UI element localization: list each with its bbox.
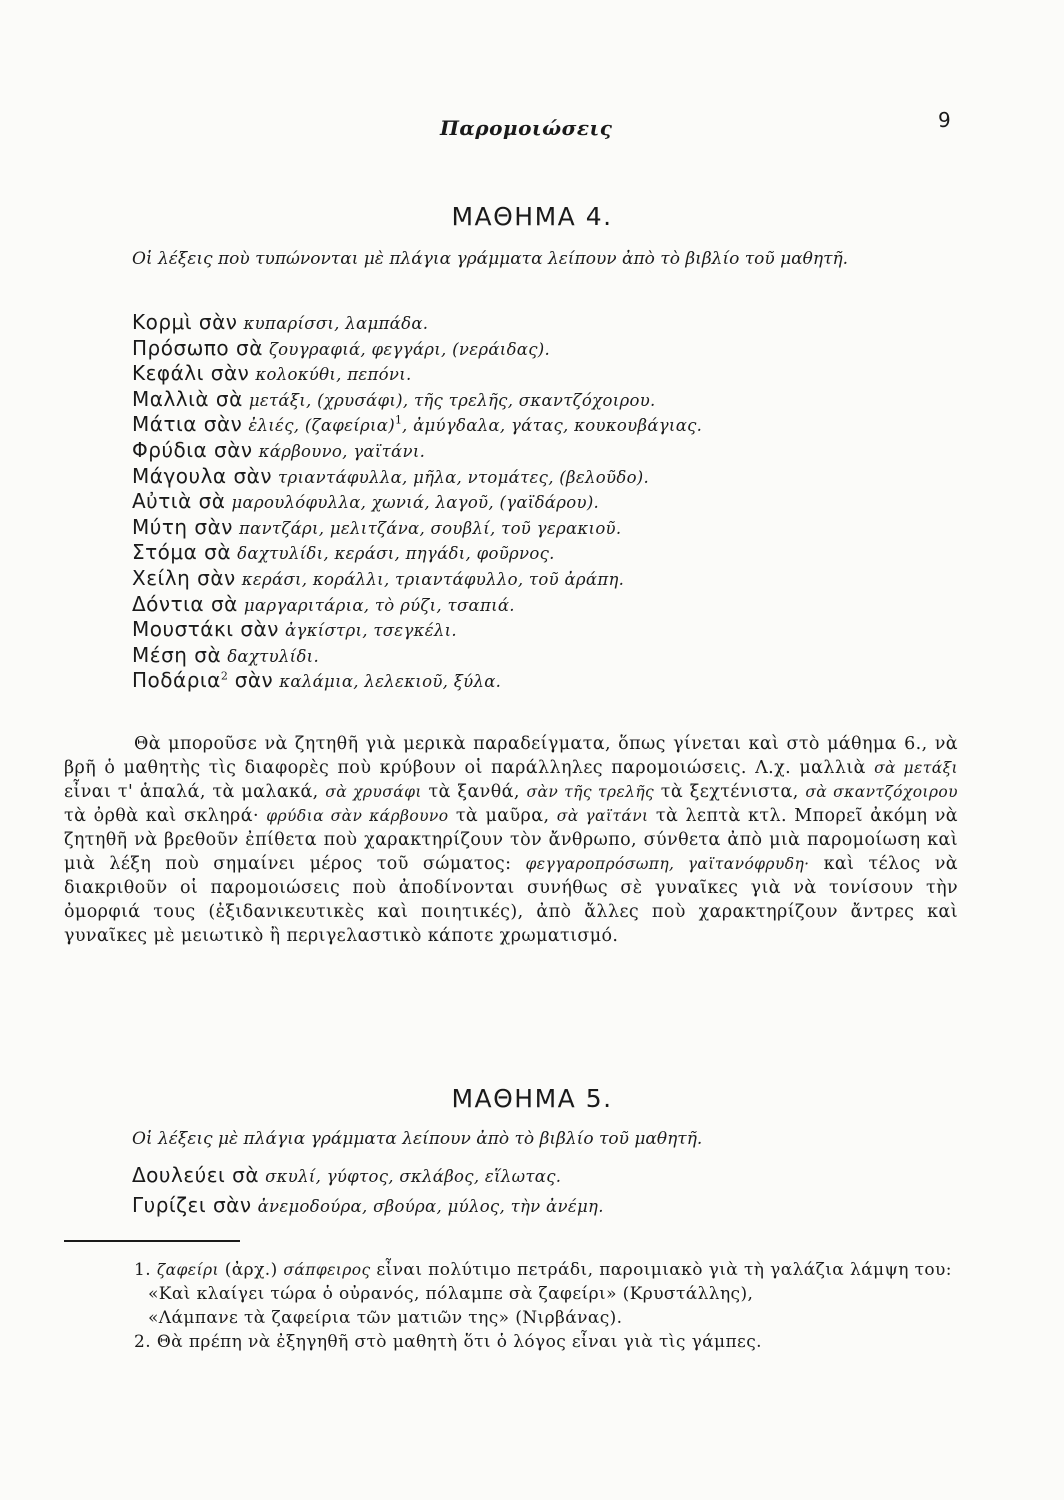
simile-line: Μάτια σὰν ἐλιές, $(\zeta\alpha\varphi\varepsilon ί\rho\iota\alpha)^1$, ἀμύγδαλα, γάτας, κουκουβάγιας.	[132, 412, 703, 437]
footnote-divider	[64, 1240, 240, 1242]
simile-line: Μύτη σὰν παντζάρι, μελιτζάνα, σουβλί, τοῦ γερακιοῦ.	[132, 514, 622, 539]
simile-line: Μέση σὰ δαχτυλίδι.	[132, 642, 319, 667]
text-segment: τὰ ὀρθὰ καὶ σκληρά·	[64, 806, 267, 826]
italic-segment: φεγγαροπρόσωπη, γαϊτανόφρυδη·	[525, 855, 810, 873]
simile-line: Αὐτιὰ σὰ μαρουλόφυλλα, χωνιά, λαγοῦ, (γαϊδάρου).	[132, 489, 600, 514]
italic-segment: σὰν τῆς τρελῆς	[526, 783, 655, 801]
footnote-ref: 2	[220, 669, 228, 683]
footnotes	[64, 1258, 964, 1354]
lesson-4-title: ΜΑΘΗΜΑ 4.	[451, 202, 613, 231]
text-segment: τὰ μαῦρα,	[448, 806, 557, 826]
italic-segment: φρύδια σὰν κάρβουνο	[266, 807, 449, 825]
simile-line: Χείλη σὰν κεράσι, κοράλλι, τριαντάφυλλο, τοῦ ἀράπη.	[132, 565, 625, 590]
lesson-5-simile-list	[132, 1163, 604, 1223]
footnote-ref: 1	[395, 414, 402, 428]
simile-line: Μαλλιὰ σὰ μετάξι, (χρυσάφι), τῆς τρελῆς, σκαντζόχοιρου.	[132, 386, 656, 411]
simile-line: Πρόσωπο σὰ ζουγραφιά, φεγγάρι, (νεράιδας).	[132, 335, 551, 360]
italic-segment: σὰ χρυσάφι	[325, 783, 422, 801]
italic-segment: σὰ γαϊτάνι	[556, 807, 649, 825]
lesson-4-simile-list	[132, 310, 702, 694]
page-number: 9	[938, 108, 951, 132]
footnote-1: 1. ζαφείρι (ἀρχ.) σάπφειρος εἶναι πολύτιμο πετράδι, παροιμιακὸ γιὰ τὴ γαλάζια λάμψη του:	[134, 1260, 952, 1280]
text-segment: τὰ ξανθά,	[421, 782, 527, 802]
simile-line: Δόντια σὰ μαργαριτάρια, τὸ ρύζι, τσαπιά.	[132, 591, 515, 616]
lesson-4-teaching-note	[64, 732, 958, 948]
simile-line: Κορμὶ σὰν κυπαρίσσι, λαμπάδα.	[132, 310, 429, 334]
text-segment: καὶ τέλος νὰ διακριθοῦν οἱ παρομοιώσεις ποὺ ἀποδίνονται συνήθως σὲ γυναῖκες γιὰ νὰ τονίσουν τὴν ὀμορφιά τους (ἐξιδανικευτικὲς καὶ ποιητικές), ἀπὸ ἄλλες ποὺ χαρακτηρίζουν ἄντρες καὶ γυναῖκες μὲ μειωτικὸ ἢ περιγελαστικὸ κάποτε χρωματισμό.	[64, 854, 959, 946]
simile-line: Μουστάκι σὰν ἀγκίστρι, τσεγκέλι.	[132, 617, 457, 642]
text-segment: τὰ λεπτὰ κτλ. Μπορεῖ ἀκόμη νὰ ζητηθῆ νὰ βρεθοῦν ἐπίθετα ποὺ χαρακτηρίζουν τὸν ἄνθρωπο, σύνθετα ἀπὸ μιὰ παρομοίωση καὶ μιὰ λέξη ποὺ σημαίνει μέρος τοῦ σώματος:	[64, 806, 959, 874]
footnote-2: 2. Θὰ πρέπη νὰ ἐξηγηθῆ στὸ μαθητὴ ὅτι ὁ λόγος εἶναι γιὰ τὶς γάμπες.	[134, 1332, 762, 1352]
text-segment: τὰ ξεχτένιστα,	[654, 782, 806, 802]
simile-line: Ποδάρια$^2$ σὰν καλάμια, λελεκιοῦ, ξύλα.	[132, 668, 502, 693]
lesson-5-intro: Οἱ λέξεις μὲ πλάγια γράμματα λείπουν ἀπὸ τὸ βιβλίο τοῦ μαθητῆ.	[132, 1129, 703, 1149]
text-segment: Θὰ μποροῦσε νὰ ζητηθῆ γιὰ μερικὰ παραδείγματα, ὅπως γίνεται καὶ στὸ μάθημα 6., νὰ βρῆ ὁ μαθητὴς τὶς διαφορὲς ποὺ κρύβουν οἱ παράλληλες παρομοιώσεις. Λ.χ. μαλλιὰ	[64, 734, 958, 778]
italic-segment: σὰ σκαντζόχοιρου	[805, 783, 958, 801]
simile-line: Μάγουλα σὰν τριαντάφυλλα, μῆλα, ντομάτες, (βελοῦδο).	[132, 463, 650, 488]
simile-line: Φρύδια σὰν κάρβουνο, γαϊτάνι.	[132, 437, 426, 462]
simile-line: Κεφάλι σὰν κολοκύθι, πεπόνι.	[132, 361, 412, 386]
simile-line: Δουλεύει σὰ σκυλί, γύφτος, σκλάβος, εἵλωτας.	[132, 1163, 562, 1187]
lesson-4-intro: Οἱ λέξεις ποὺ τυπώνονται μὲ πλάγια γράμματα λείπουν ἀπὸ τὸ βιβλίο τοῦ μαθητῆ.	[132, 249, 849, 269]
lesson-5-title: ΜΑΘΗΜΑ 5.	[451, 1084, 613, 1113]
simile-line: Γυρίζει σὰν ἀνεμοδούρα, σβούρα, μύλος, τὴν ἀνέμη.	[132, 1193, 604, 1217]
page-header	[0, 108, 1064, 144]
footnote-quote: «Καὶ κλαίγει τώρα ὁ οὐρανός, πόλαμπε σὰ ζαφείρι» (Κρυστάλλης),	[148, 1284, 754, 1304]
simile-line: Στόμα σὰ δαχτυλίδι, κεράσι, πηγάδι, φοῦρνος.	[132, 540, 555, 565]
italic-segment: σὰ μετάξι	[874, 759, 958, 777]
running-title: Παρομοιώσεις	[440, 116, 613, 140]
text-segment: εἶναι τ' ἁπαλά, τὰ μαλακά,	[64, 782, 326, 802]
footnote-quote: «Λάμπανε τὰ ζαφείρια τῶν ματιῶν της» (Νιρβάνας).	[148, 1308, 623, 1328]
